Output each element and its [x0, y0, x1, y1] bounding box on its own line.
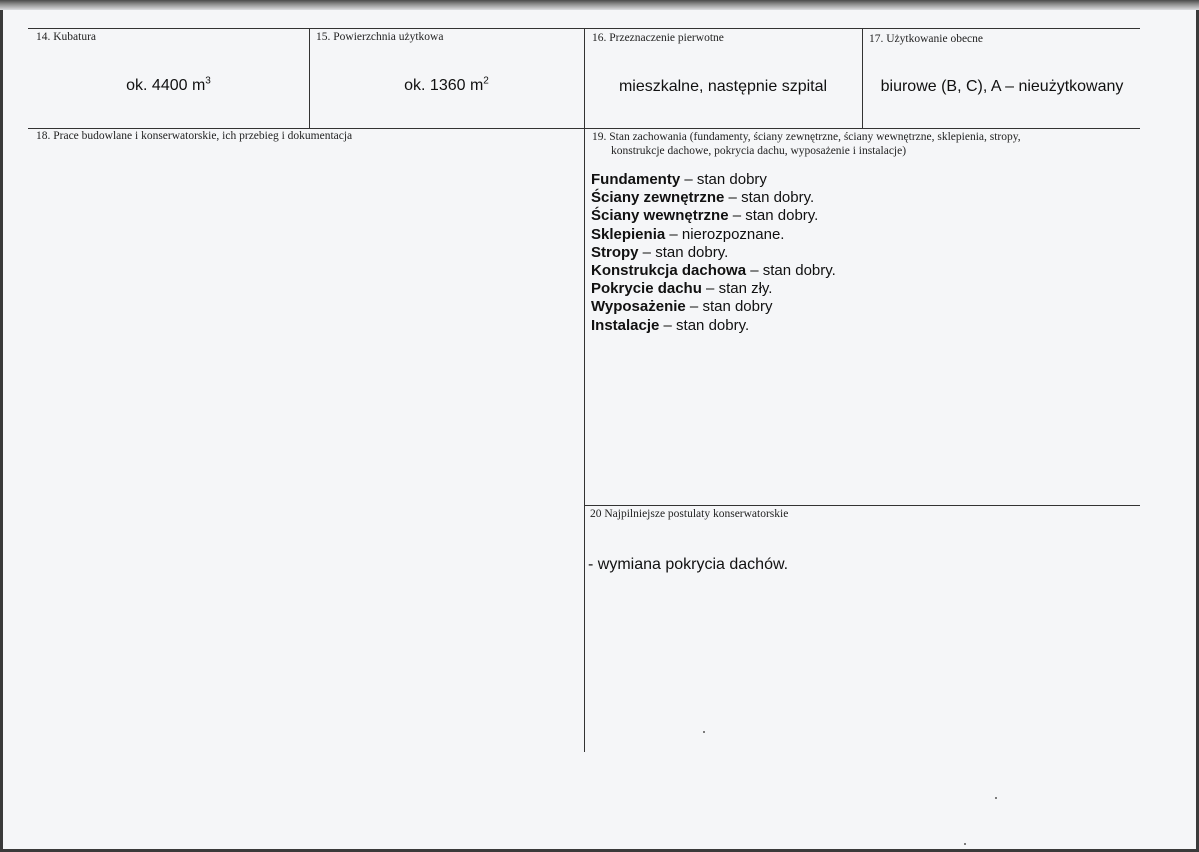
uzytkowanie-value: biurowe (B, C), A – nieużytkowany	[880, 78, 1124, 95]
condition-item: Wyposażenie – stan dobry	[591, 298, 773, 316]
condition-item: Instalacje – stan dobry.	[591, 316, 750, 334]
powierzchnia-value: ok. 1360 $m^2$	[404, 75, 489, 94]
kubatura-value: ok. 4400 $m^3$	[126, 75, 211, 94]
col-divider-2	[584, 28, 585, 752]
scan-top-edge	[0, 0, 1199, 10]
kubatura-label: 14. Kubatura	[36, 31, 97, 43]
scan-speck	[995, 797, 997, 799]
przeznaczenie-value: mieszkalne, następnie szpital	[618, 78, 828, 95]
postulates-divider	[584, 505, 1140, 506]
postulaty-label: 20 Najpilniejsze postulaty konserwatorskie	[590, 508, 789, 520]
condition-item: Pokrycie dachu – stan zły.	[591, 280, 773, 298]
powierzchnia-exponent: 2	[483, 75, 489, 87]
condition-item: Konstrukcja dachowa – stan dobry.	[591, 262, 836, 280]
condition-item: Ściany wewnętrzne – stan dobry.	[591, 207, 819, 225]
kubatura-exponent: 3	[205, 75, 211, 87]
stan-label-line1: 19. Stan zachowania (fundamenty, ściany zewnętrzne, ściany wewnętrzne, sklepienia, stropy,	[592, 131, 1021, 143]
scan-speck	[703, 731, 705, 733]
scan-speck	[964, 843, 966, 845]
condition-item: Fundamenty – stan dobry	[591, 171, 767, 188]
uzytkowanie-label: 17. Użytkowanie obecne	[869, 33, 984, 45]
stan-label-line2: konstrukcje dachowe, pokrycia dachu, wyposażenie i instalacje)	[611, 145, 907, 157]
condition-list	[591, 171, 836, 335]
condition-item: Sklepienia – nierozpoznane.	[591, 225, 785, 243]
postulaty-value: - wymiana pokrycia dachów.	[588, 556, 789, 573]
prace-label: 18. Prace budowlane i konserwatorskie, ich przebieg i dokumentacja	[36, 130, 353, 142]
condition-item: Ściany zewnętrzne – stan dobry.	[591, 189, 815, 207]
powierzchnia-label: 15. Powierzchnia użytkowa	[316, 31, 444, 43]
condition-item: Stropy – stan dobry.	[591, 243, 729, 261]
przeznaczenie-label: 16. Przeznaczenie pierwotne	[592, 32, 724, 44]
